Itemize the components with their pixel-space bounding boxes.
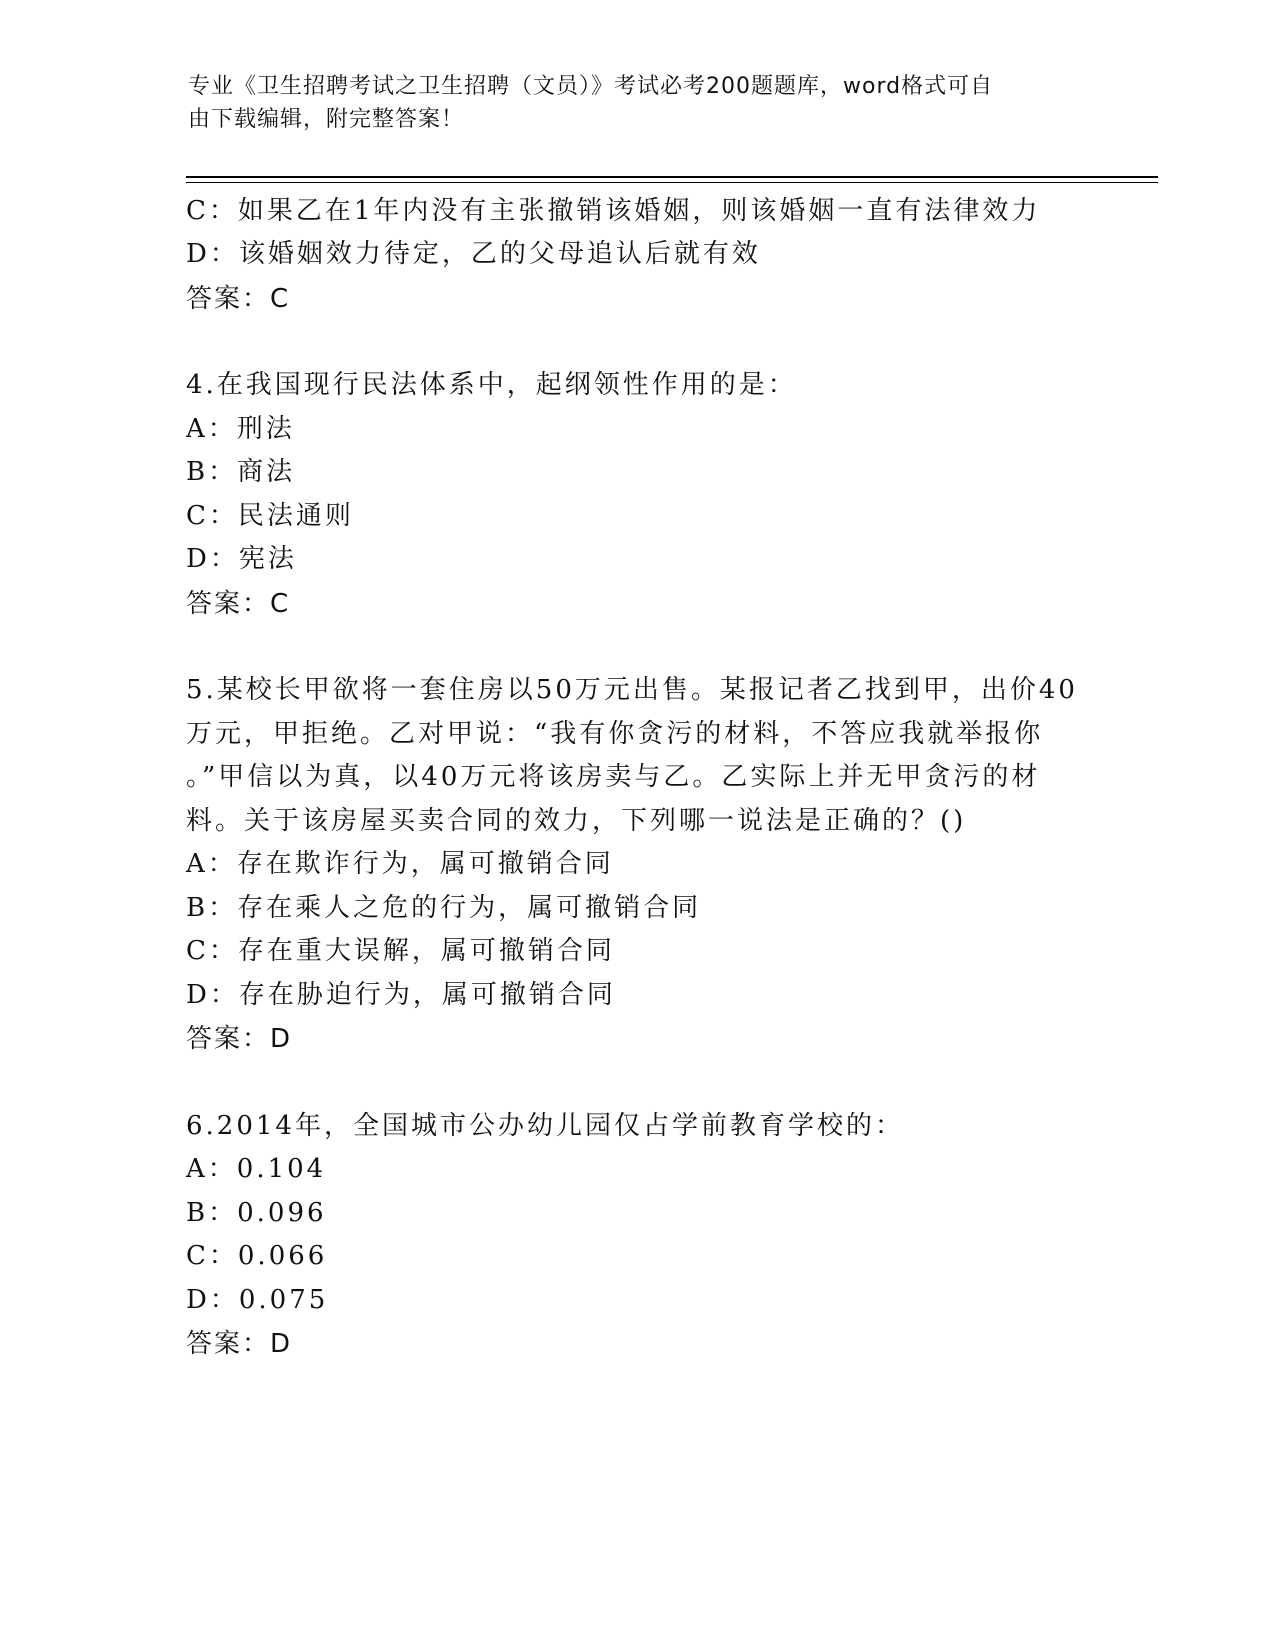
q6-answer: 答案：D [186,1329,293,1359]
q4-option-b: B：商法 [186,457,296,487]
q5-option-d: D：存在胁迫行为，属可撤销合同 [186,980,616,1010]
q6-option-c: C：0.066 [186,1241,328,1271]
header-divider-thick [186,176,1158,178]
q5-option-c: C：存在重大误解，属可撤销合同 [186,936,615,966]
q6-option-a: A：0.104 [186,1154,327,1184]
document-header [188,70,1068,136]
q3-option-d: D：该婚姻效力待定，乙的父母追认后就有效 [186,239,761,269]
q5-option-b: B：存在乘人之危的行为，属可撤销合同 [186,893,702,923]
header-divider-thin [186,182,1158,183]
q5-answer: 答案：D [186,1024,293,1054]
header-title-line-1: 专业《卫生招聘考试之卫生招聘（文员）》考试必考200题题库，word格式可自 [188,74,994,99]
q3-answer: 答案：C [186,284,291,314]
q6-question: 6.2014年，全国城市公办幼儿园仅占学前教育学校的： [186,1111,904,1141]
q5-question-line-3: 。”甲信以为真，以40万元将该房卖与乙。乙实际上并无甲贪污的材 [186,762,1041,792]
q5-question-line-1: 5.某校长甲欲将一套住房以50万元出售。某报记者乙找到甲，出价40 [186,675,1078,705]
q5-question-line-2: 万元，甲拒绝。乙对甲说：“我有你贪污的材料，不答应我就举报你 [186,719,1044,749]
q5-question-line-4: 料。关于该房屋买卖合同的效力，下列哪一说法是正确的？() [186,806,967,836]
q5-option-a: A：存在欺诈行为，属可撤销合同 [186,849,614,879]
q4-option-d: D：宪法 [186,544,297,574]
header-title-line-2: 由下载编辑，附完整答案！ [188,107,465,132]
q4-answer: 答案：C [186,589,291,619]
q4-option-c: C：民法通则 [186,501,354,531]
q4-question: 4.在我国现行民法体系中，起纲领性作用的是： [186,370,797,400]
q4-option-a: A：刑法 [186,414,295,444]
q3-option-c: C：如果乙在1年内没有主张撤销该婚姻，则该婚姻一直有法律效力 [186,196,1041,226]
q6-option-b: B：0.096 [186,1198,327,1228]
q6-option-d: D：0.075 [186,1285,329,1315]
